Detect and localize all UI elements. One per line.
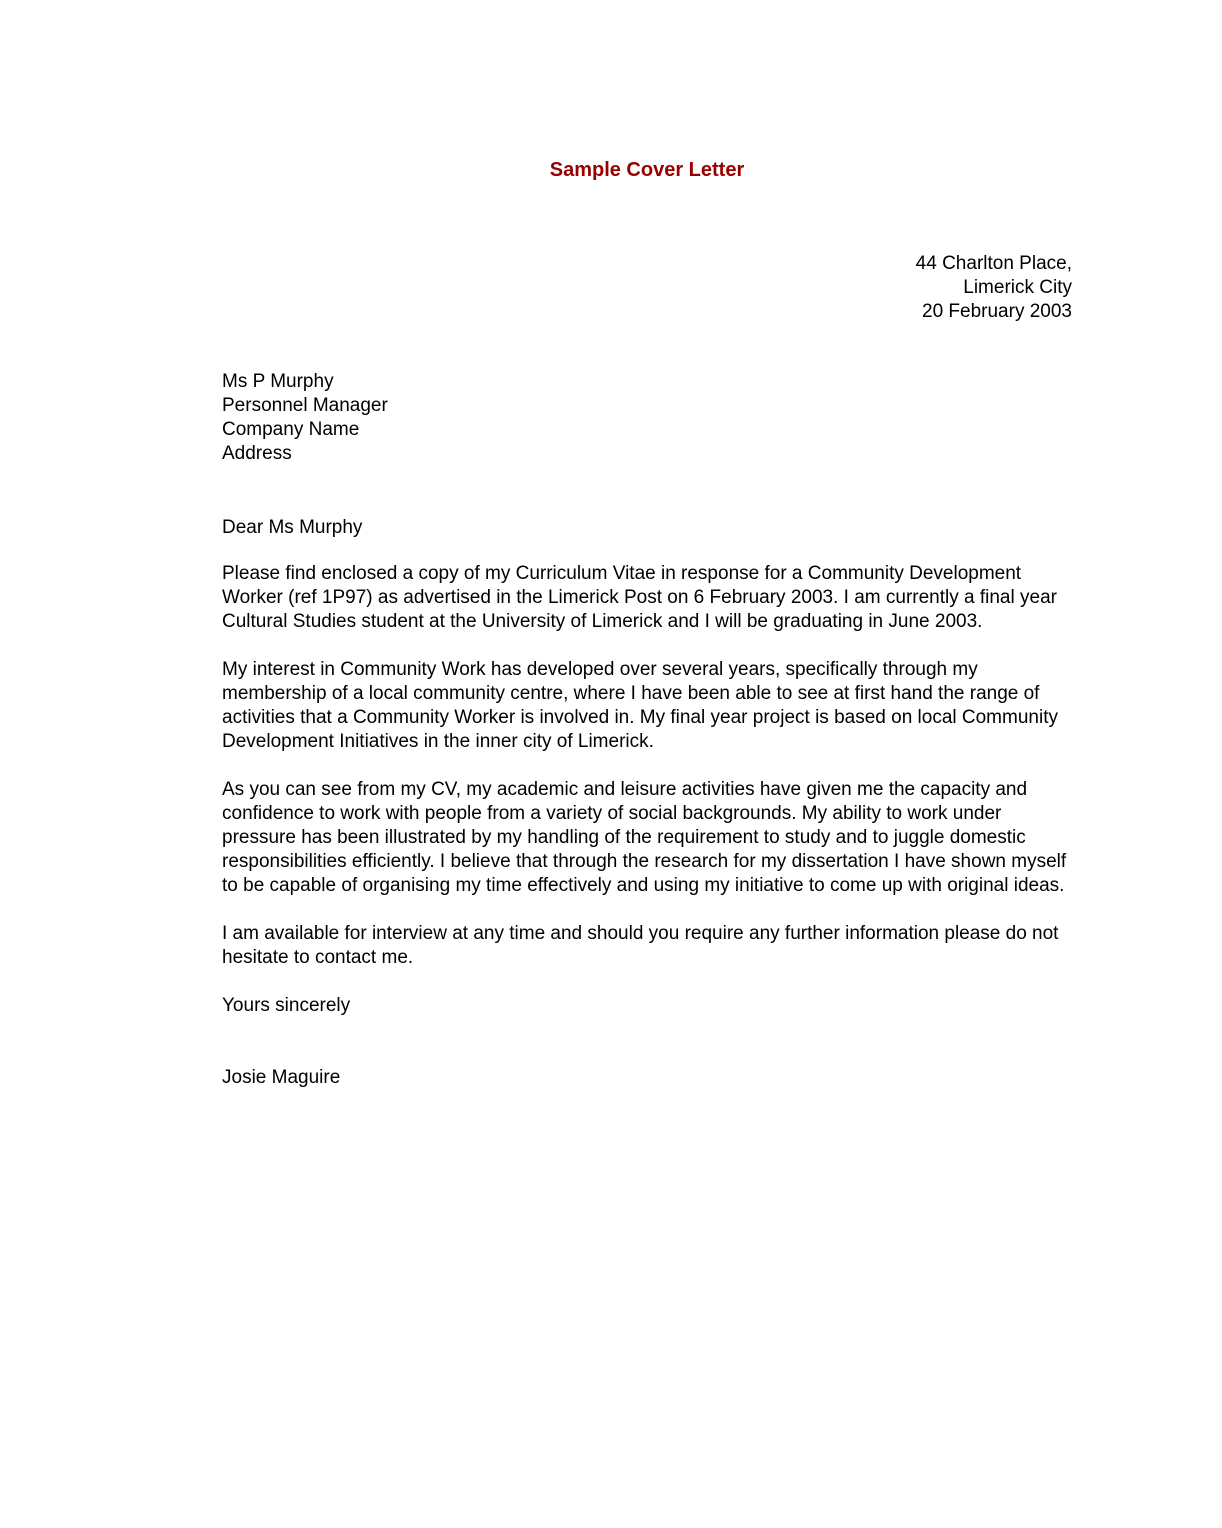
- signature-name: Josie Maguire: [222, 1067, 341, 1088]
- body-paragraph-2: My interest in Community Work has developed over several years, specifically through my membership of a local community centre, where I have been able to see at first hand the range of activities that a Community Worker is involved in. My final year project is based on local Community Development Initiatives in the inner city of Limerick.: [222, 659, 1058, 752]
- recipient-name: Ms P Murphy: [222, 371, 334, 392]
- sender-address-line: Limerick City: [963, 277, 1072, 298]
- sender-address-line: 44 Charlton Place,: [915, 253, 1072, 274]
- closing-line: Yours sincerely: [222, 995, 351, 1016]
- sender-date-line: 20 February 2003: [922, 301, 1072, 322]
- body-paragraph-4: I am available for interview at any time and should you require any further information please do not hesitate to contact me.: [222, 923, 1059, 968]
- body-paragraph-3: As you can see from my CV, my academic and leisure activities have given me the capacity and confidence to work with people from a variety of social backgrounds. My ability to work under pressure has been illustrated by my handling of the requirement to study and to juggle domestic responsibilities efficiently. I believe that through the research for my dissertation I have shown myself to be capable of organising my time effectively and using my initiative to come up with original ideas.: [222, 779, 1067, 896]
- salutation: Dear Ms Murphy: [222, 517, 363, 538]
- recipient-title: Personnel Manager: [222, 395, 388, 416]
- recipient-company: Company Name: [222, 419, 360, 440]
- sender-address-block: [222, 252, 1072, 324]
- recipient-address-block: [222, 370, 1072, 466]
- document-title: Sample Cover Letter: [549, 159, 745, 181]
- recipient-address: Address: [222, 443, 292, 464]
- body-paragraph-1: Please find enclosed a copy of my Curriculum Vitae in response for a Community Development Worker (ref 1P97) as advertised in the Limerick Post on 6 February 2003. I am currently a final year Cultural Studies student at the University of Limerick and I will be graduating in June 2003.: [222, 563, 1057, 632]
